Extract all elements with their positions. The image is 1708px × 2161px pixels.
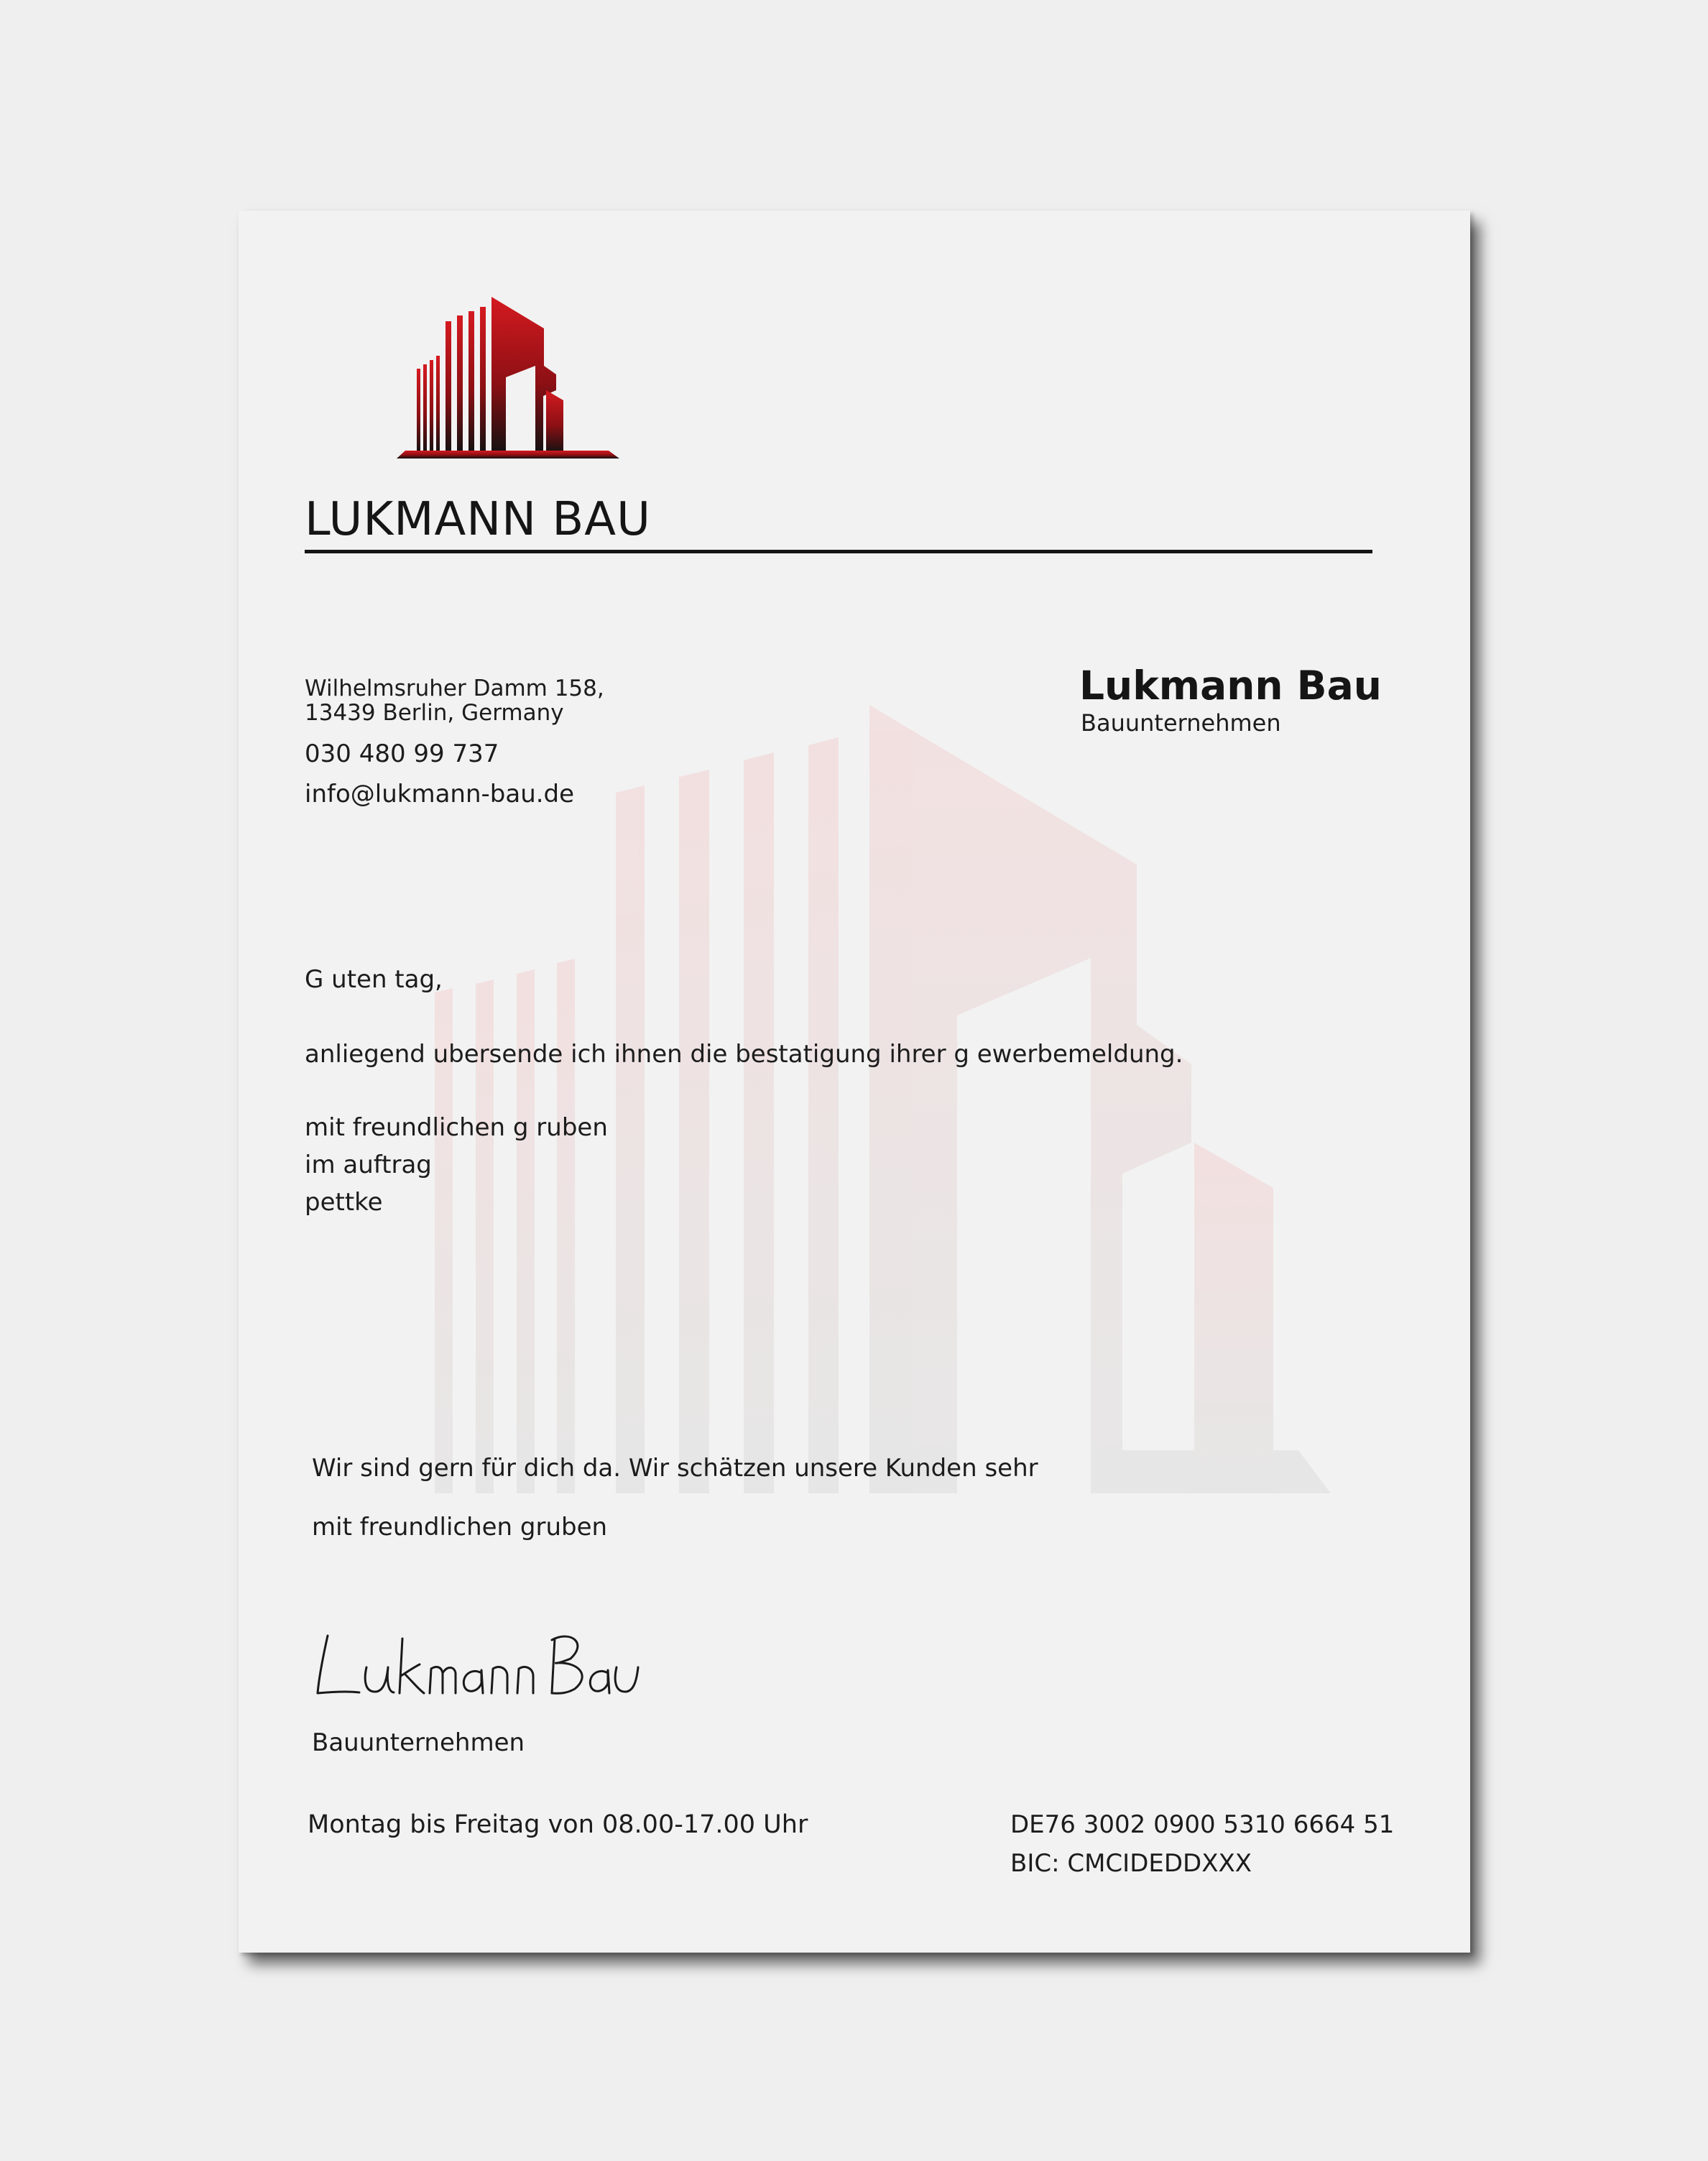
bank-iban: DE76 3002 0900 5310 6664 51 <box>1010 1810 1395 1839</box>
company-name: Lukmann Bau <box>1079 663 1382 709</box>
brand-name: LUKMANN BAU <box>305 493 651 546</box>
letter-greeting: G uten tag, <box>305 965 443 994</box>
letter-body: anliegend ubersende ich ihnen die bestatigung ihrer g ewerbemeldung. <box>305 1040 1183 1069</box>
footer-regards: mit freundlichen gruben <box>312 1513 608 1542</box>
sender-address-line1: Wilhelmsruher Damm 158, <box>305 676 604 701</box>
letter-closing: mit freundlichen g ruben <box>305 1113 608 1142</box>
letter-closing-auftrag: im auftrag <box>305 1151 432 1179</box>
building-logo-icon <box>397 297 619 466</box>
sender-phone: 030 480 99 737 <box>305 739 499 768</box>
business-hours: Montag bis Freitag von 08.00-17.00 Uhr <box>308 1810 808 1839</box>
sender-email: info@lukmann-bau.de <box>305 780 575 808</box>
sender-address-line2: 13439 Berlin, Germany <box>305 700 564 726</box>
footer-message: Wir sind gern für dich da. Wir schätzen unsere Kunden sehr <box>312 1454 1038 1483</box>
handwritten-signature <box>312 1623 642 1709</box>
letter-signer: pettke <box>305 1188 383 1217</box>
bank-bic: BIC: CMCIDEDDXXX <box>1010 1849 1252 1878</box>
header-divider <box>305 550 1372 553</box>
letter-page <box>239 211 1470 1953</box>
company-subtitle: Bauunternehmen <box>1081 709 1281 737</box>
signature-subtitle: Bauunternehmen <box>312 1728 525 1757</box>
